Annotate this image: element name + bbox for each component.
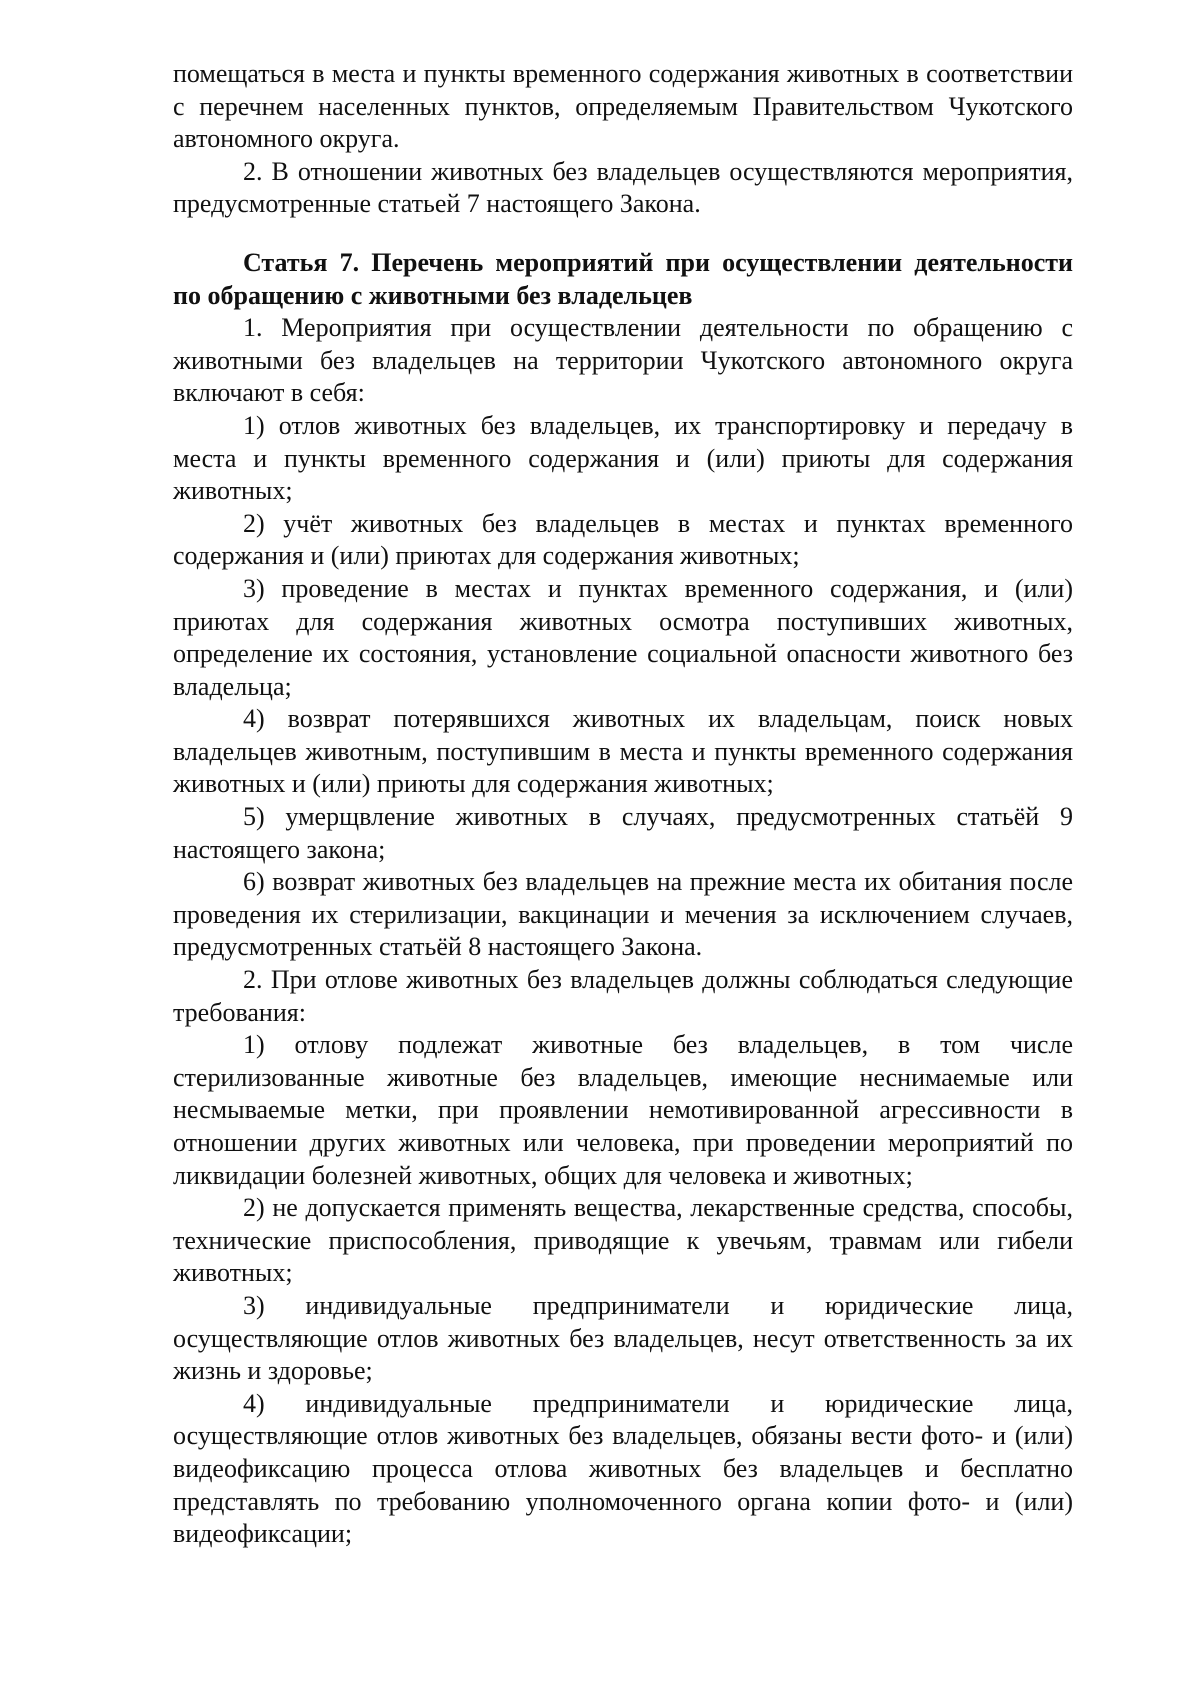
paragraph-article-7-part-1: 1. Мероприятия при осуществлении деятельности по обращению с животными без владельцев на территории Чукотского автономного округа включают в себя: (173, 313, 1073, 408)
list-item-2-2: 2) не допускается применять вещества, лекарственные средства, способы, технические приспособления, приводящие к увечьям, травмам или гибели животных; (173, 1193, 1073, 1288)
paragraph-article-7-part-2: 2. При отлове животных без владельцев должны соблюдаться следующие требования: (173, 965, 1073, 1027)
list-item-2-3: 3) индивидуальные предприниматели и юридические лица, осуществляющие отлов животных без владельцев, несут ответственность за их жизнь и здоровье; (173, 1290, 1073, 1386)
list-item-1-1: 1) отлов животных без владельцев, их транспортировку и передачу в места и пункты временного содержания и (или) приюты для содержания животных; (173, 410, 1073, 506)
list-item-1-6: 6) возврат животных без владельцев на прежние места их обитания после проведения их стерилизации, вакцинации и мечения за исключением случаев, предусмотренных статьёй 8 настоящего Закона. (173, 867, 1073, 962)
list-item-1-4: 4) возврат потерявшихся животных их владельцам, поиск новых владельцев животным, поступившим в места и пункты временного содержания животных и (или) приюты для содержания животных; (173, 704, 1073, 799)
list-item-1-2: 2) учёт животных без владельцев в местах и пунктах временного содержания и (или) приютах для содержания животных; (173, 508, 1073, 571)
paragraph-continuation: помещаться в места и пункты временного содержания животных в соответствии с перечнем населенных пунктов, определяемым Правительством Чукотского автономного округа. (173, 59, 1073, 154)
list-item-1-3: 3) проведение в местах и пунктах временного содержания, и (или) приютах для содержания животных осмотра поступивших животных, определение их состояния, установление социальной опасности животного без владельца; (173, 573, 1073, 701)
article-7-heading: Статья 7. Перечень мероприятий при осуществлении деятельности по обращению с животными без владельцев (173, 247, 1073, 310)
list-item-2-4: 4) индивидуальные предприниматели и юридические лица, осуществляющие отлов животных без владельцев, обязаны вести фото- и (или) видеофиксацию процесса отлова животных без владельцев и бесплатно представлять по требованию уполномоченного органа копии фото- и (или) видеофиксации; (173, 1388, 1073, 1549)
list-item-2-1: 1) отлову подлежат животные без владельцев, в том числе стерилизованные животные без владельцев, имеющие неснимаемые или несмываемые метки, при проявлении немотивированной агрессивности в отношении других животных или человека, при проведении мероприятий по ликвидации болезней животных, общих для человека и животных; (173, 1030, 1073, 1190)
paragraph-item-2: 2. В отношении животных без владельцев осуществляются мероприятия, предусмотренные статьей 7 настоящего Закона. (173, 156, 1073, 219)
list-item-1-5: 5) умерщвление животных в случаях, предусмотренных статьёй 9 настоящего закона; (173, 802, 1073, 864)
